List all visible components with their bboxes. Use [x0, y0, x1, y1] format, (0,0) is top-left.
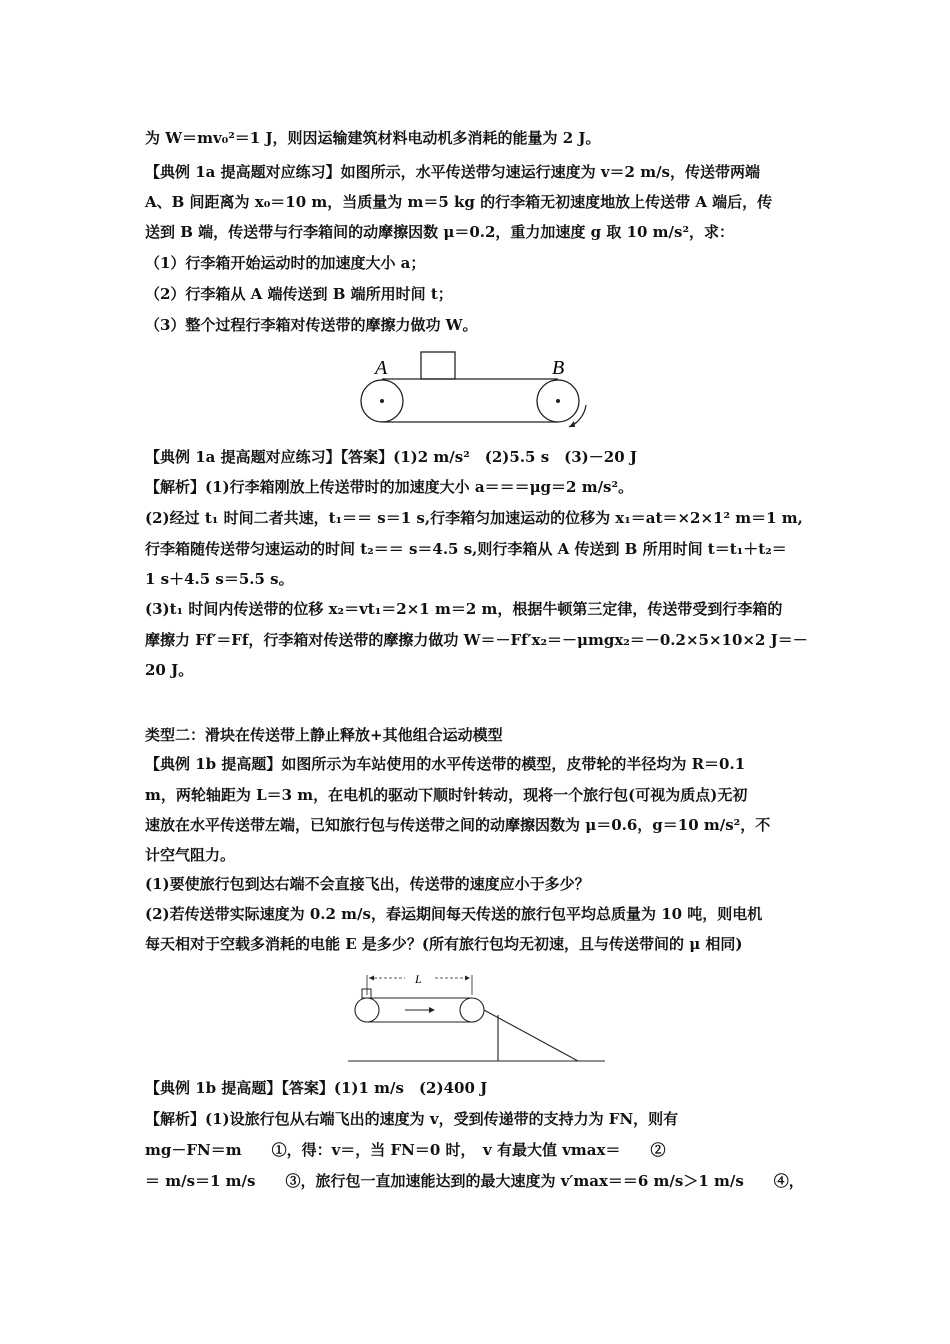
luggage-box [362, 989, 371, 998]
text-line: (2)经过 t₁ 时间二者共速，t₁＝＝ s＝1 s,行李箱匀加速运动的位移为 x₁＝at＝×2×1² m＝1 m, [145, 509, 803, 527]
text-line: 为 W＝mv₀²＝1 J，则因运输建筑材料电动机多消耗的能量为 2 J。 [145, 129, 601, 147]
conveyor-figure-1 [355, 348, 595, 430]
text-line: （3）整个过程行李箱对传送带的摩擦力做功 W。 [145, 316, 478, 334]
text-line: 【典例 1a 提高题对应练习】【答案】(1)2 m/s² (2)5.5 s (3)－20 J [145, 448, 637, 466]
direction-arrow [429, 1007, 435, 1013]
pulley-left [355, 998, 379, 1022]
text-line: mg－FN＝m ①，得：v＝，当 FN＝0 时， v 有最大值 vmax＝ ② [145, 1141, 666, 1159]
label-b: B [552, 357, 565, 379]
text-line: 【解析】(1)设旅行包从右端飞出的速度为 v，受到传递带的支持力为 FN，则有 [145, 1110, 679, 1128]
text-line: 速放在水平传送带左端，已知旅行包与传送带之间的动摩擦因数为 μ＝0.6，g＝10 m/s²，不 [145, 816, 771, 834]
pulley-right [460, 998, 484, 1022]
text-line: 1 s＋4.5 s＝5.5 s。 [145, 570, 294, 588]
section-heading: 类型二：滑块在传送带上静止释放+其他组合运动模型 [145, 726, 503, 744]
text-line: 摩擦力 Ff′＝Ff，行李箱对传送带的摩擦力做功 W＝－Ff′x₂＝－μmgx₂＝－0.2×5×10×2 J＝－ [145, 631, 808, 649]
text-line: 【解析】(1)行李箱刚放上传送带时的加速度大小 a＝＝＝μg＝2 m/s²。 [145, 478, 634, 496]
label-l: L [415, 972, 422, 986]
text-line: 【典例 1b 提高题】【答案】(1)1 m/s (2)400 J [145, 1079, 488, 1097]
text-line: 20 J。 [145, 661, 194, 679]
text-line: 【典例 1a 提高题对应练习】如图所示，水平传送带匀速运行速度为 v＝2 m/s，传送带两端 [145, 163, 760, 181]
text-line: (2)若传送带实际速度为 0.2 m/s，春运期间每天传送的旅行包平均总质量为 10 吨，则电机 [145, 905, 763, 923]
text-line: m，两轮轴距为 L＝3 m，在电机的驱动下顺时针转动，现将一个旅行包(可视为质点)无初 [145, 786, 748, 804]
text-line: （2）行李箱从 A 端传送到 B 端所用时间 t； [145, 285, 453, 303]
conveyor-figure-2 [345, 965, 610, 1065]
text-line: 每天相对于空载多消耗的电能 E 是多少？(所有旅行包均无初速，且与传送带间的 μ 相同) [145, 935, 743, 953]
text-line: 【典例 1b 提高题】如图所示为车站使用的水平传送带的模型，皮带轮的半径均为 R＝0.1 [145, 755, 746, 773]
text-line: （1）行李箱开始运动时的加速度大小 a； [145, 254, 426, 272]
label-a: A [375, 357, 388, 379]
text-line: 计空气阻力。 [145, 846, 236, 864]
text-line: ＝ m/s＝1 m/s ③，旅行包一直加速能达到的最大速度为 v′max＝＝6 m/s＞1 m/s ④， [145, 1172, 804, 1190]
text-line: 行李箱随传送带匀速运动的时间 t₂＝＝ s＝4.5 s,则行李箱从 A 传送到 B 所用时间 t＝t₁＋t₂＝ [145, 540, 787, 558]
text-line: (1)要使旅行包到达右端不会直接飞出，传送带的速度应小于多少？ [145, 875, 590, 893]
text-line: 送到 B 端，传送带与行李箱间的动摩擦因数 μ＝0.2，重力加速度 g 取 10 m/s²，求： [145, 223, 735, 241]
text-line: (3)t₁ 时间内传送带的位移 x₂＝vt₁＝2×1 m＝2 m，根据牛顿第三定律，传送带受到行李箱的 [145, 600, 783, 618]
luggage-box [421, 352, 455, 379]
text-line: A、B 间距离为 x₀＝10 m，当质量为 m＝5 kg 的行李箱无初速度地放上传送带 A 端后，传 [145, 193, 773, 211]
